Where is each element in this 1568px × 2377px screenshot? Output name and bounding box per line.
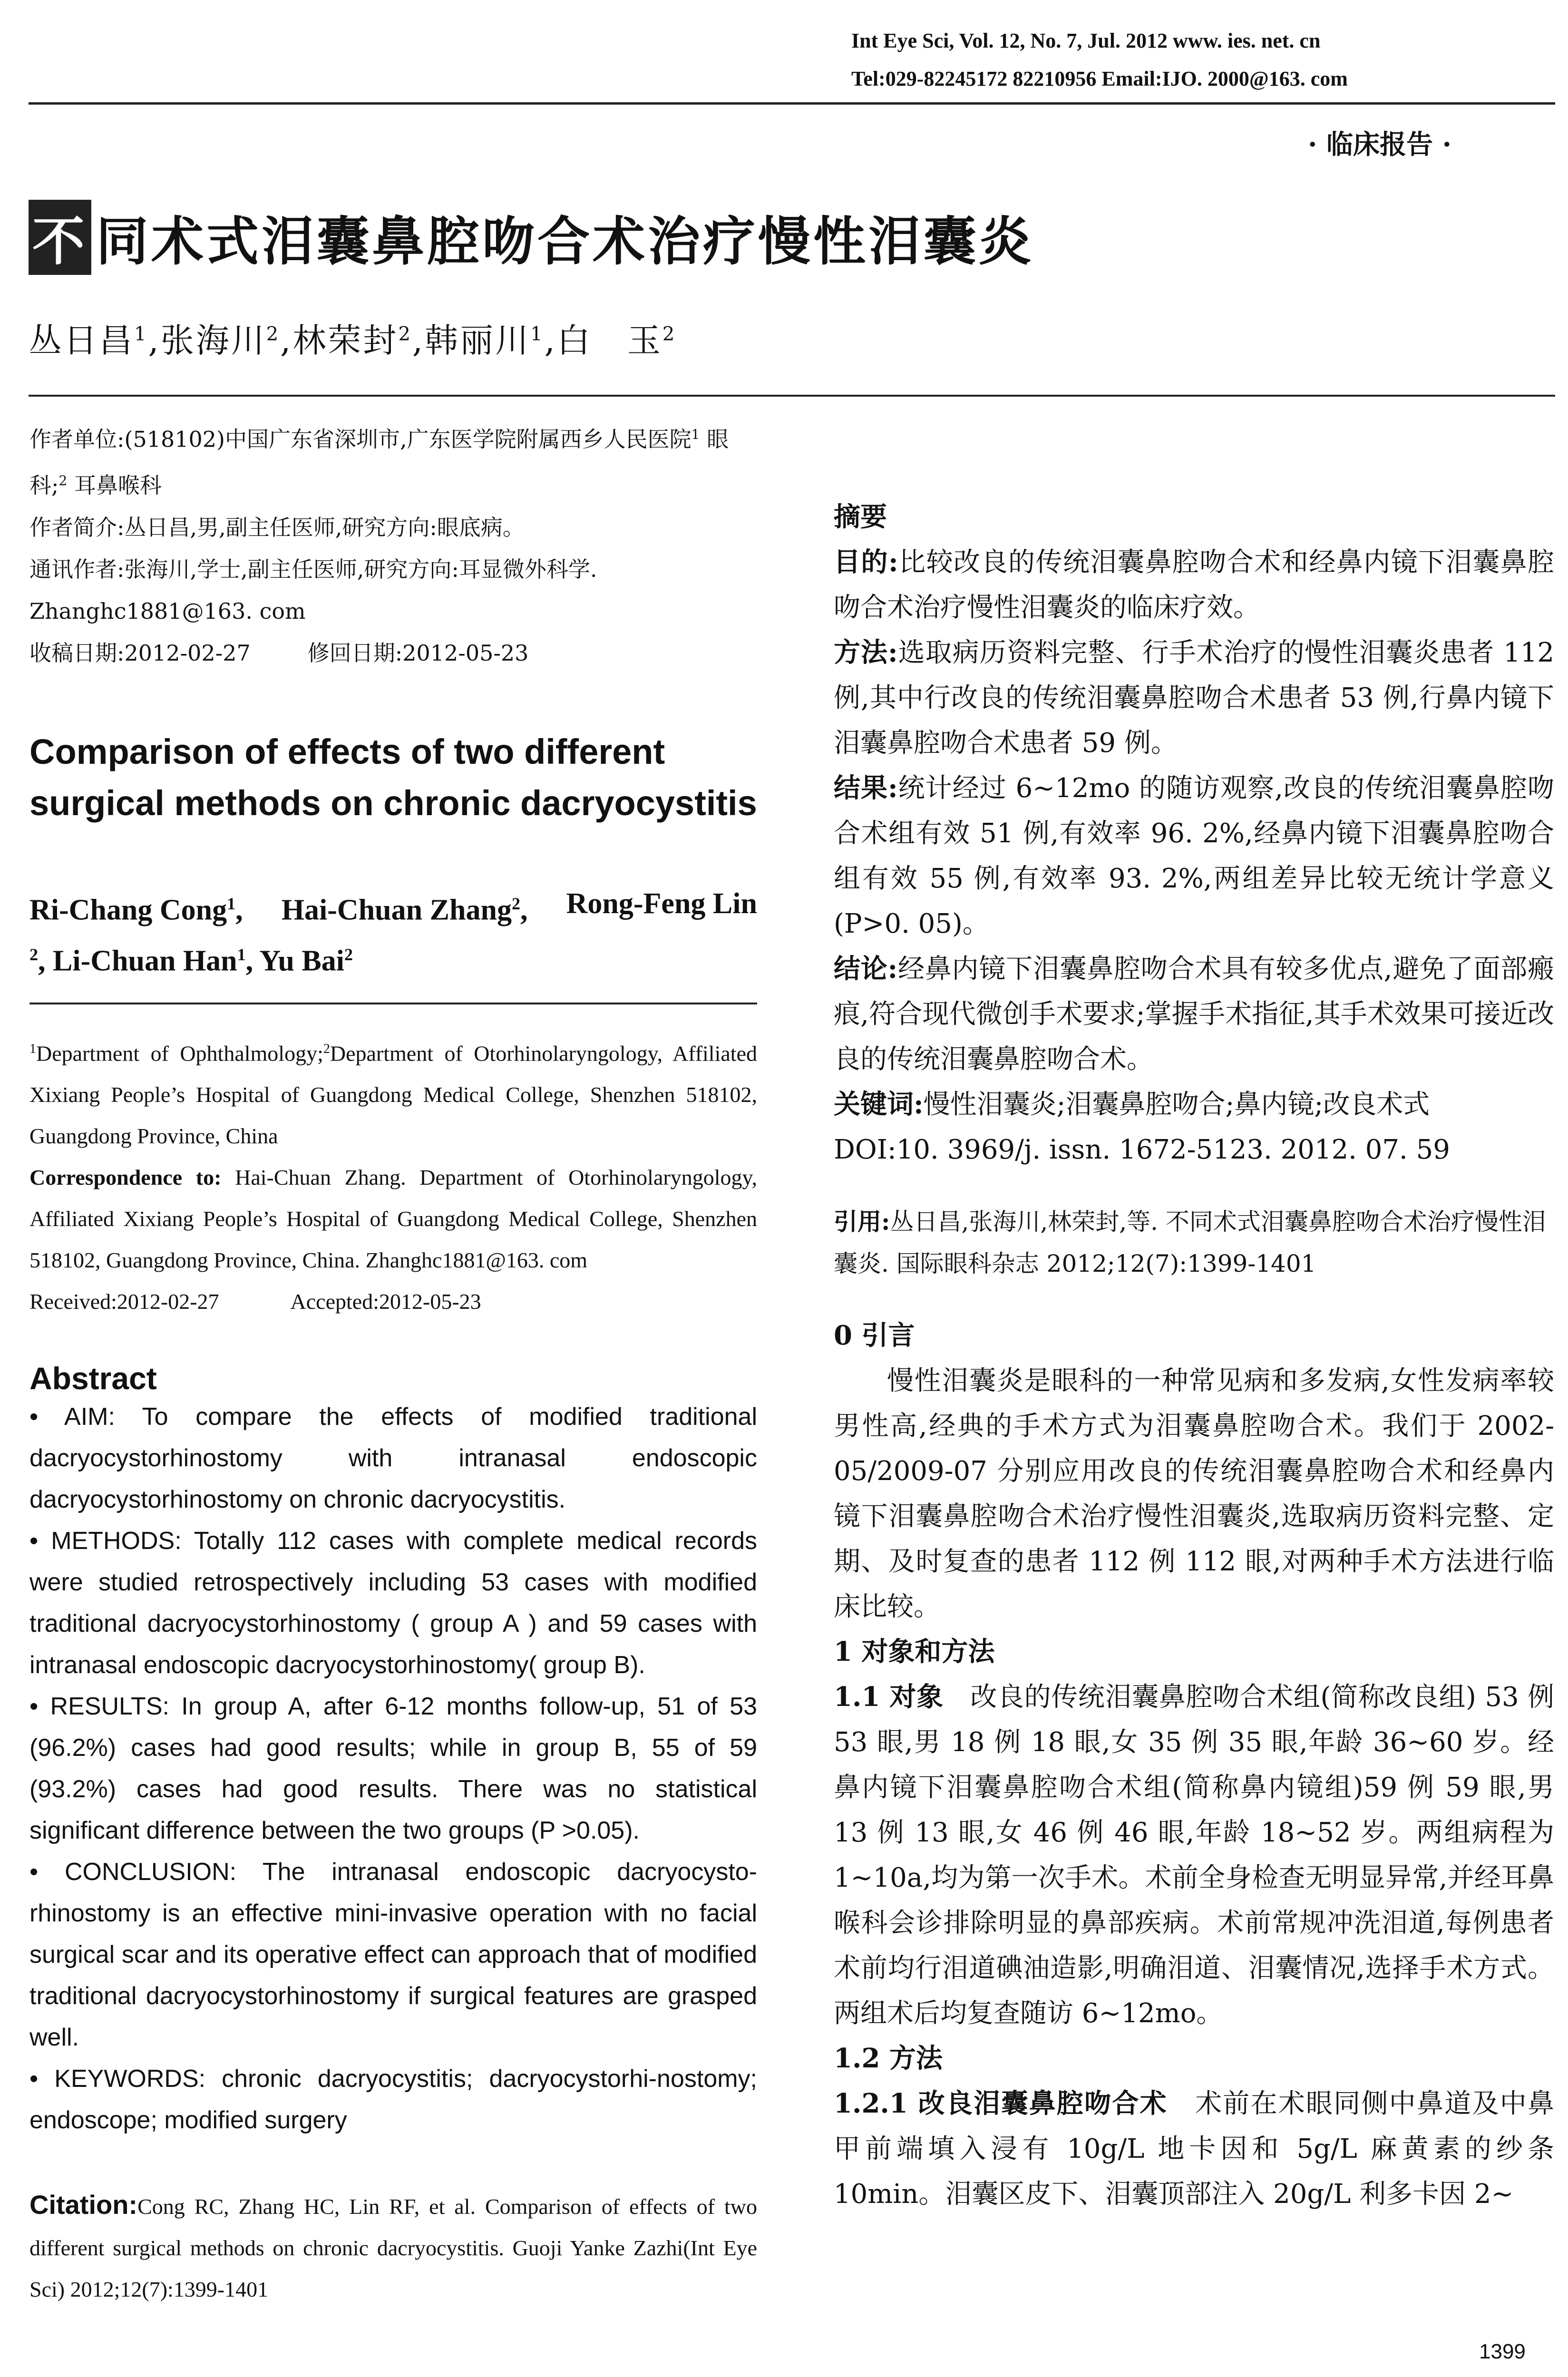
english-title: Comparison of effects of two different surgical methods on chronic dacryocystitis — [29, 731, 757, 823]
authors-en: Ri-Chang Cong$^1$, Hai-Chuan Zhang$^2$, Rong-Feng Lin $^2$, Li-Chuan Han$^1$, Yu Bai$^2$ — [29, 887, 757, 977]
dates-cn: 收稿日期:2012-02-27 修回日期:2012-05-23 — [29, 640, 529, 666]
doi: DOI:10. 3969/j. issn. 1672-5123. 2012. 07. 59 — [834, 1134, 1450, 1165]
abstract-heading: Abstract — [29, 1361, 157, 1396]
correspondence-en: Correspondence to: Hai-Chuan Zhang. Department of Otorhinolaryngology, Affiliated Xixiang People’s Hospital of Guangdong Medical College, Shenzhen 518102, Guangdong Province, China. Zhanghc1881@163. com — [29, 1165, 757, 1273]
author-cn: 林荣封 — [292, 321, 399, 360]
citation-en: Citation:Cong RC, Zhang HC, Lin RF, et al. Comparison of effects of two different surgical methods on chronic dacryocystitis. Guoji Yanke Zazhi(Int Eye Sci) 2012;12(7):1399-1401 — [29, 2190, 757, 2302]
abstract-methods: • METHODS: Totally 112 cases with complete medical records were studied retrospectively including 53 cases with modified traditional dacryocystorhinostomy ( group A ) and 59 cases with intranasal endoscopic dacryocystorhinostomy( group B). — [29, 1527, 757, 1679]
author-info-cn — [29, 414, 757, 674]
abstract-keywords: • KEYWORDS: chronic dacryocystitis; dacryocystorhi-nostomy; endoscope; modified surgery — [29, 2065, 757, 2134]
abstract-cn-conclusion: 结论:经鼻内镜下泪囊鼻腔吻合术具有较多优点,避免了面部瘢痕,符合现代微创手术要求;掌握手术指征,其手术效果可接近改良的传统泪囊鼻腔吻合术。 — [834, 953, 1554, 1075]
dates-en: Received:2012-02-27 Accepted:2012-05-23 — [29, 1289, 481, 1314]
section-label: · 临床报告 · — [1308, 129, 1451, 160]
abstract-results: • RESULTS: In group A, after 6-12 months follow-up, 51 of 53 (96.2%) cases had good results; while in group B, 55 of 59 (93.2%) cases had good results. There was no statistical significant difference between the two groups (P >0.05). — [29, 1693, 757, 1845]
journal-contact-line: Tel:029-82245172 82210956 Email:IJO. 2000@163. com — [851, 67, 1348, 90]
journal-info-line: Int Eye Sci, Vol. 12, No. 7, Jul. 2012 www. ies. net. cn — [851, 29, 1321, 52]
abstract-cn-heading: 摘要 — [834, 501, 887, 533]
section-1-2-heading: 1.2 方法 — [834, 2043, 943, 2074]
authors-cn: 丛日昌$^1$,张海川$^2$,林荣封$^2$,韩丽川$^1$,白 玉$^2$ — [29, 321, 677, 360]
affiliation-en: $^1$Department of Ophthalmology;$^2$Department of Otorhinolaryngology, Affiliated Xixiang People’s Hospital of Guangdong Medical College, Shenzhen 518102, Guangdong Province, China — [29, 1041, 757, 1149]
author-bio: 作者简介:丛日昌,男,副主任医师,研究方向:眼底病。 — [29, 514, 525, 540]
left-column — [29, 414, 757, 2310]
abstract-cn-methods: 方法:选取病历资料完整、行手术治疗的慢性泪囊炎患者 112 例,其中行改良的传统泪囊鼻腔吻合术患者 53 例,行鼻内镜下泪囊鼻腔吻合术患者 59 例。 — [834, 637, 1555, 759]
title-rule — [29, 395, 1555, 397]
author-cn: 张海川 — [160, 321, 266, 360]
corresponding-author-cn: 通讯作者:张海川,学士,副主任医师,研究方向:耳显微外科学. Zhanghc1881@163. com — [29, 556, 597, 624]
citation-cn: 引用:丛日昌,张海川,林荣封,等. 不同术式泪囊鼻腔吻合术治疗慢性泪囊炎. 国际眼科杂志 2012;12(7):1399-1401 — [834, 1208, 1546, 1277]
abstract-conclusion: • CONCLUSION: The intranasal endoscopic dacryocysto-rhinostomy is an effective mini-invasive operation with no facial surgical scar and its operative effect can approach that of modified traditional dacryocystorhinostomy if surgical features are grasped well. — [29, 1858, 757, 2052]
author-cn: 丛日昌 — [29, 321, 134, 360]
title-rest: 同术式泪囊鼻腔吻合术治疗慢性泪囊炎 — [96, 211, 1034, 272]
page-title — [29, 200, 1034, 275]
right-column — [834, 414, 1554, 2217]
abstract-cn-results: 结果:统计经过 6~12mo 的随访观察,改良的传统泪囊鼻腔吻合术组有效 51 例,有效率 96. 2%,经鼻内镜下泪囊鼻腔吻合组有效 55 例,有效率 93. 2%,两组差异比较无统计学意义(P>0. 05)。 — [834, 772, 1555, 939]
intro-heading: 0 引言 — [834, 1320, 915, 1351]
page-number: 1399 — [1479, 2340, 1526, 2363]
title-first-char: 不 — [29, 200, 91, 275]
section1-heading: 1 对象和方法 — [834, 1636, 995, 1667]
author-cn: 白 玉 — [556, 321, 662, 360]
abstract-cn-aim: 目的:比较改良的传统泪囊鼻腔吻合术和经鼻内镜下泪囊鼻腔吻合术治疗慢性泪囊炎的临床疗效。 — [834, 546, 1555, 623]
intro-paragraph: 慢性泪囊炎是眼科的一种常见病和多发病,女性发病率较男性高,经典的手术方式为泪囊鼻腔吻合术。我们于 2002-05/2009-07 分别应用改良的传统泪囊鼻腔吻合术和经鼻内镜下泪囊鼻腔吻合术治疗慢性泪囊炎,选取病历资料完整、定期、及时复查的患者 112 例 112 眼,对两种手术方法进行临床比较。 — [834, 1365, 1554, 1622]
abstract-cn-keywords: 关键词:慢性泪囊炎;泪囊鼻腔吻合;鼻内镜;改良术式 — [834, 1089, 1430, 1120]
abstract-aim: • AIM: To compare the effects of modified traditional dacryocystorhinostomy with intranasal endoscopic dacryocystorhinostomy on chronic dacryocystitis. — [29, 1403, 757, 1514]
section-1-2-1: 1.2.1 改良泪囊鼻腔吻合术 术前在术眼同侧中鼻道及中鼻甲前端填入浸有 10g/L 地卡因和 5g/L 麻黄素的纱条 10min。泪囊区皮下、泪囊顶部注入 20g/L 利多卡因 2~ — [834, 2088, 1555, 2210]
header-rule — [29, 102, 1555, 105]
section-1-1: 1.1 对象 改良的传统泪囊鼻腔吻合术组(简称改良组) 53 例 53 眼,男 18 例 18 眼,女 35 例 35 眼,年龄 36~60 岁。经鼻内镜下泪囊鼻腔吻合术组(简称鼻内镜组)59 例 59 眼,男 13 例 13 眼,女 46 例 46 眼,年龄 18~52 岁。两组病程为 1~10a,均为第一次手术。术前全身检查无明显异常,并经耳鼻喉科会诊排除明显的鼻部疾病。术前常规冲洗泪道,每例患者术前均行泪道碘油造影,明确泪道、泪囊情况,选择手术方式。两组术后均复查随访 6~12mo。 — [834, 1681, 1555, 2029]
author-cn: 韩丽川 — [425, 321, 531, 360]
author-unit: 作者单位:(518102)中国广东省深圳市,广东医学院附属西乡人民医院$^1$ 眼科;$^2$ 耳鼻喉科 — [29, 426, 729, 498]
